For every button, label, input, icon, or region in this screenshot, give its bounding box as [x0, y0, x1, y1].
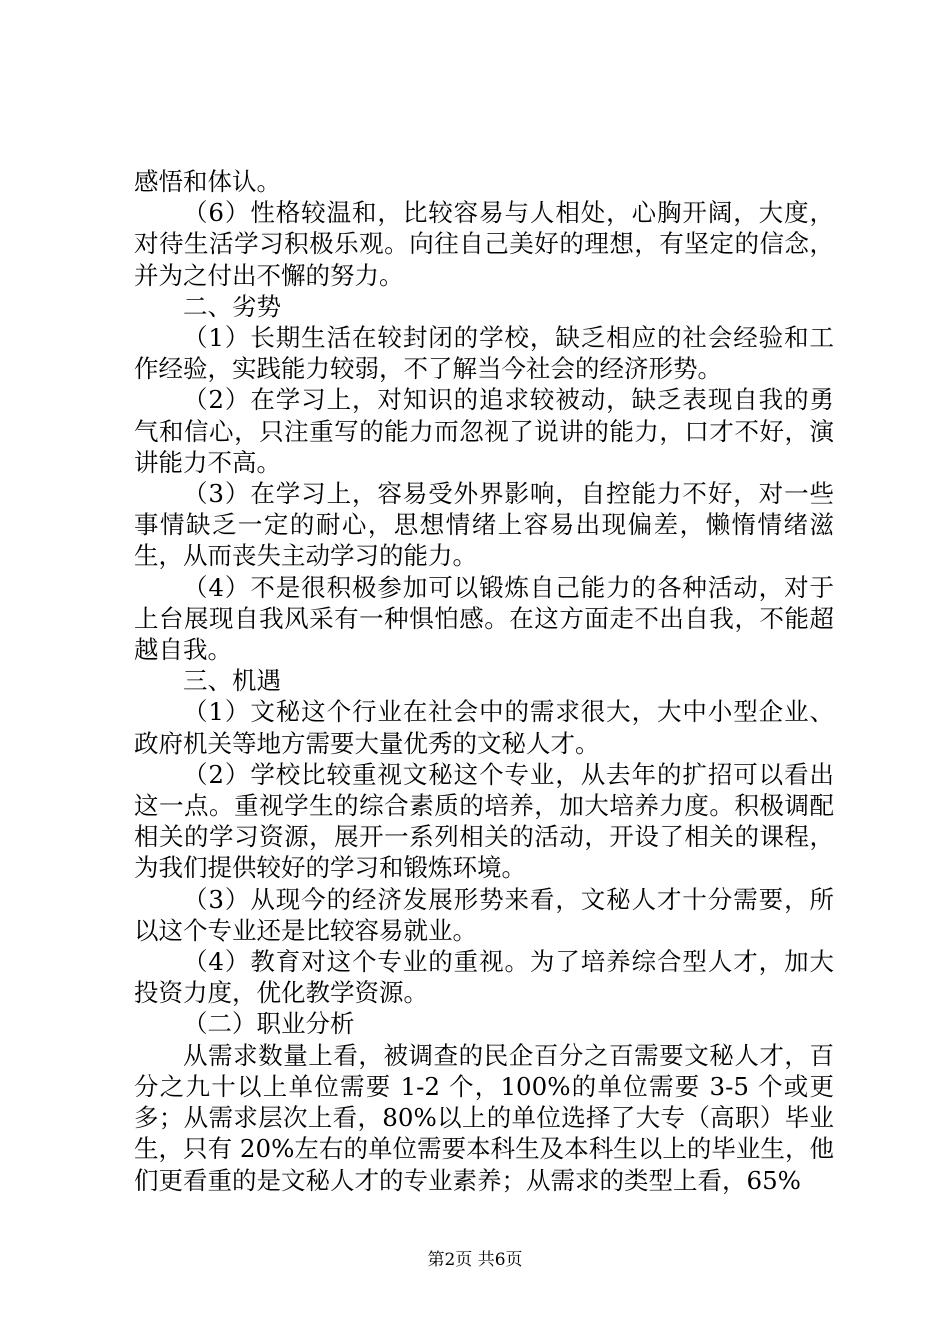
section-heading: （二）职业分析 [183, 1009, 355, 1039]
paragraph: 感悟和体认。 [134, 167, 281, 196]
paragraph: 从需求数量上看，被调查的民企百分之百需要文秘人才，百分之九十以上单位需要 1-2 个，100%的单位需要 3-5 个或更多；从需求层次上看，80%以上的单位选择了大专（高职）毕业生，只有 20%左右的单位需要本科生及本科生以上的毕业生，他们更看重的是文秘人才的专业素养；从需求的类型上看，65% [134, 1040, 834, 1195]
paragraph: （3）在学习上，容易受外界影响，自控能力不好，对一些事情缺乏一定的耐心，思想情绪上容易出现偏差，懒惰情绪滋生，从而丧失主动学习的能力。 [134, 479, 834, 571]
paragraph: （1）文秘这个行业在社会中的需求很大，大中小型企业、政府机关等地方需要大量优秀的文秘人才。 [134, 697, 834, 758]
paragraph: （2）在学习上，对知识的追求较被动，缺乏表现自我的勇气和信心，只注重写的能力而忽视了说讲的能力，口才不好，演讲能力不高。 [134, 385, 834, 477]
section-heading: 三、机遇 [183, 666, 281, 696]
paragraph: （1）长期生活在较封闭的学校，缺乏相应的社会经验和工作经验，实践能力较弱，不了解当今社会的经济形势。 [134, 323, 834, 384]
paragraph: （6）性格较温和，比较容易与人相处，心胸开阔，大度，对待生活学习积极乐观。向往自己美好的理想，有坚定的信念，并为之付出不懈的努力。 [134, 198, 834, 290]
paragraph: （3）从现今的经济发展形势来看，文秘人才十分需要，所以这个专业还是比较容易就业。 [134, 884, 834, 945]
section-heading: 二、劣势 [183, 291, 281, 321]
paragraph: （2）学校比较重视文秘这个专业，从去年的扩招可以看出这一点。重视学生的综合素质的培养，加大培养力度。积极调配相关的学习资源，展开一系列相关的活动，开设了相关的课程，为我们提供较好的学习和锻炼环境。 [134, 759, 834, 883]
paragraph: （4）不是很积极参加可以锻炼自己能力的各种活动，对于上台展现自我风采有一种惧怕感。在这方面走不出自我，不能超越自我。 [134, 572, 834, 665]
page-number-footer: 第2页 共6页 [427, 1250, 523, 1270]
paragraph: （4）教育对这个专业的重视。为了培养综合型人才，加大投资力度，优化教学资源。 [134, 947, 834, 1008]
document-body [134, 166, 834, 1196]
